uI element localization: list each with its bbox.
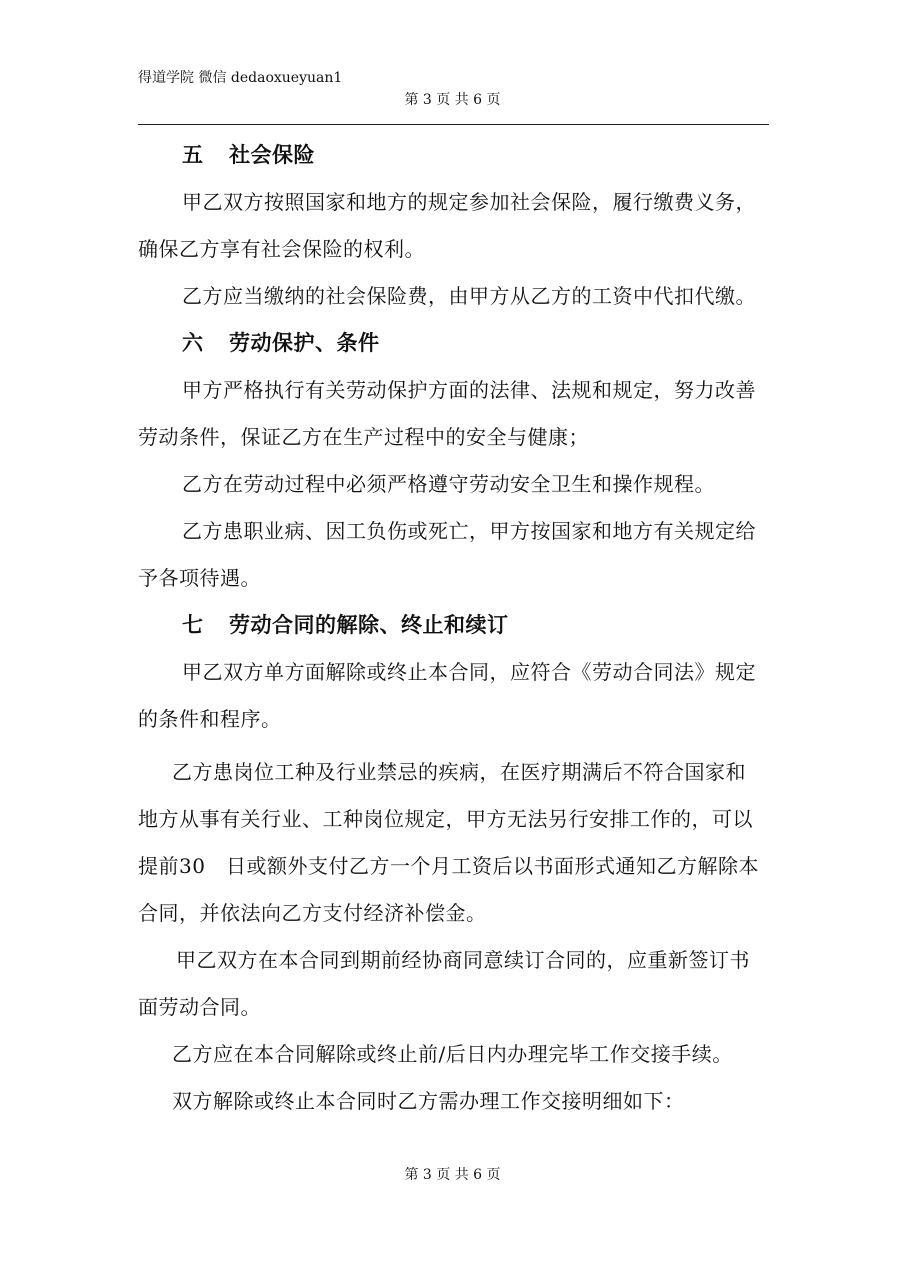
paragraph-line: 提前30 日或额外支付乙方一个月工资后以书面形式通知乙方解除本 bbox=[138, 854, 759, 878]
header-divider bbox=[138, 124, 769, 125]
paragraph-line: 确保乙方享有社会保险的权利。 bbox=[138, 237, 425, 261]
section-heading bbox=[182, 615, 509, 636]
section-number: 六 bbox=[182, 331, 204, 355]
paragraph-line: 甲乙双方单方面解除或终止本合同，应符合《劳动合同法》规定 bbox=[182, 660, 756, 684]
header-watermark-text: 得道学院 微信 dedaoxueyuan1 bbox=[138, 70, 343, 86]
section-title: 劳动合同的解除、终止和续订 bbox=[229, 613, 509, 637]
paragraph-line: 乙方患岗位工种及行业禁忌的疾病，在医疗期满后不符合国家和 bbox=[172, 760, 746, 784]
paragraph-line: 面劳动合同。 bbox=[138, 995, 261, 1019]
paragraph-line: 的条件和程序。 bbox=[138, 707, 282, 731]
paragraph-line: 乙方患职业病、因工负伤或死亡，甲方按国家和地方有关规定给 bbox=[182, 519, 756, 543]
paragraph-line: 乙方在劳动过程中必须严格遵守劳动安全卫生和操作规程。 bbox=[182, 472, 715, 496]
paragraph-line: 乙方应在本合同解除或终止前/后日内办理完毕工作交接手续。 bbox=[172, 1042, 733, 1066]
section-heading bbox=[182, 333, 380, 354]
footer-page-number: 第 3 页 共 6 页 bbox=[404, 1167, 501, 1183]
section-title: 劳动保护、条件 bbox=[229, 331, 380, 355]
paragraph-line: 地方从事有关行业、工种岗位规定，甲方无法另行安排工作的，可以 bbox=[138, 807, 753, 831]
paragraph-line: 合同，并依法向乙方支付经济补偿金。 bbox=[138, 901, 487, 925]
header-page-number: 第 3 页 共 6 页 bbox=[404, 92, 501, 108]
paragraph-line: 乙方应当缴纳的社会保险费，由甲方从乙方的工资中代扣代缴。 bbox=[182, 284, 756, 308]
section-number: 五 bbox=[182, 143, 204, 167]
paragraph-line: 双方解除或终止本合同时乙方需办理工作交接明细如下： bbox=[172, 1089, 685, 1113]
paragraph-line: 予各项待遇。 bbox=[138, 566, 261, 590]
section-heading bbox=[182, 145, 315, 166]
section-number: 七 bbox=[182, 613, 204, 637]
paragraph-line: 甲乙双方按照国家和地方的规定参加社会保险，履行缴费义务， bbox=[182, 190, 756, 214]
paragraph-line: 甲方严格执行有关劳动保护方面的法律、法规和规定，努力改善 bbox=[182, 378, 756, 402]
section-title: 社会保险 bbox=[229, 143, 315, 167]
paragraph-line: 甲乙双方在本合同到期前经协商同意续订合同的，应重新签订书 bbox=[176, 948, 750, 972]
paragraph-line: 劳动条件，保证乙方在生产过程中的安全与健康； bbox=[138, 425, 589, 449]
